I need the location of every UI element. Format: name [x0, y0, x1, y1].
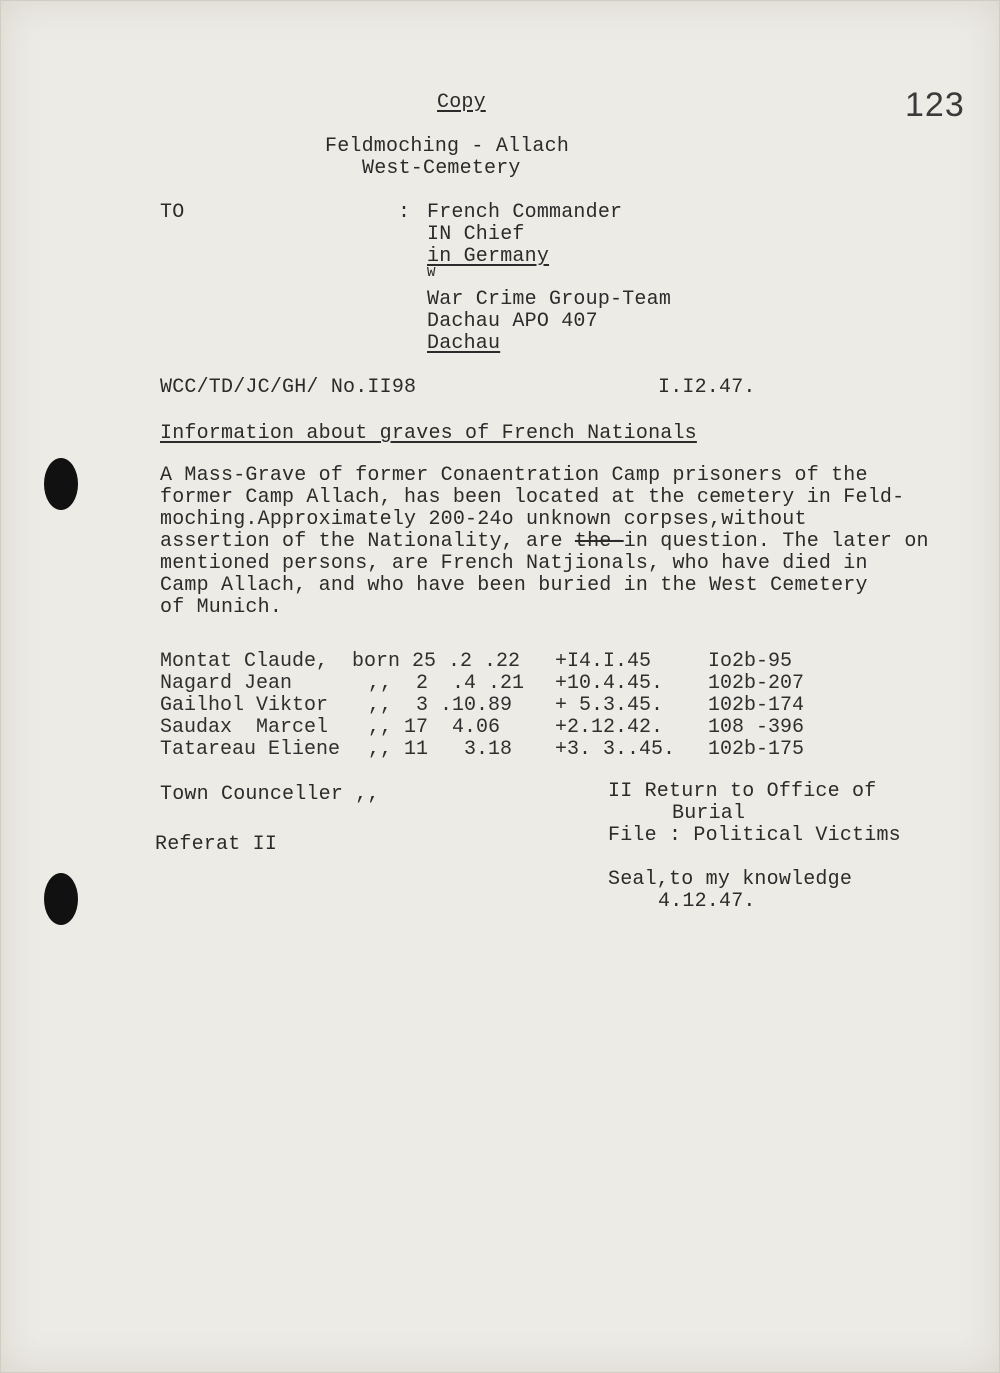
- reference-number: WCC/TD/JC/GH/ No.II98: [160, 376, 417, 399]
- sender-line-2: West-Cemetery: [362, 157, 521, 180]
- person-died: +2.12.42.: [555, 716, 664, 739]
- page-number: 123: [905, 86, 965, 124]
- recipient-line-5: Dachau APO 407: [427, 310, 598, 333]
- body-line-1: A Mass-Grave of former Conaentration Camp prisoners of the: [160, 464, 868, 487]
- recipient-colon: :: [398, 201, 411, 224]
- subject-line: Information about graves of French Nationals: [160, 422, 697, 445]
- person-born: ,, 3 .10.89: [368, 694, 513, 717]
- punch-hole-bottom: [44, 873, 78, 925]
- person-name: Saudax Marcel: [160, 716, 329, 739]
- person-grave: 102b-207: [708, 672, 805, 695]
- to-label: TO: [160, 201, 185, 224]
- referat-label: Referat II: [155, 833, 278, 856]
- copy-label: Copy: [437, 91, 486, 114]
- person-died: +10.4.45.: [555, 672, 664, 695]
- return-line-2: Burial: [672, 802, 746, 825]
- body-line-5: mentioned persons, are French Natjionals, who have died in: [160, 552, 868, 575]
- body-line-6: Camp Allach, and who have been buried in the West Cemetery: [160, 574, 868, 597]
- person-name: Nagard Jean: [160, 672, 293, 695]
- person-born: ,, 11 3.18: [368, 738, 513, 761]
- body-line-2: former Camp Allach, has been located at the cemetery in Feld-: [160, 486, 905, 509]
- seal-date: 4.12.47.: [658, 890, 756, 913]
- body-line-7: of Munich.: [160, 596, 283, 619]
- recipient-line-2: IN Chief: [427, 223, 525, 246]
- person-died: +I4.I.45: [555, 650, 652, 673]
- body-line-4-start: assertion of the Nationality, are: [160, 530, 575, 553]
- person-born: born 25 .2 .22: [352, 650, 521, 673]
- recipient-line-6: Dachau: [427, 332, 501, 355]
- document-date: I.I2.47.: [658, 376, 756, 399]
- person-died: +3. 3..45.: [555, 738, 676, 761]
- person-name: Gailhol Viktor: [160, 694, 329, 717]
- person-name: Montat Claude,: [160, 650, 329, 673]
- body-line-3: moching.Approximately 200-24o unknown corpses,without: [160, 508, 807, 531]
- sender-line-1: Feldmoching - Allach: [325, 135, 570, 158]
- recipient-line-1: French Commander: [427, 201, 623, 224]
- person-grave: Io2b-95: [708, 650, 793, 673]
- recipient-line-3: in Germany: [427, 245, 550, 268]
- person-born: ,, 2 .4 .21: [368, 672, 525, 695]
- person-grave: 102b-175: [708, 738, 805, 761]
- person-grave: 102b-174: [708, 694, 805, 717]
- punch-hole-top: [44, 458, 78, 510]
- seal-line: Seal,to my knowledge: [608, 868, 853, 891]
- file-line: File : Political Victims: [608, 824, 901, 847]
- recipient-mark: W: [427, 265, 436, 281]
- recipient-line-4: War Crime Group-Team: [427, 288, 672, 311]
- person-grave: 108 -396: [708, 716, 805, 739]
- body-line-4-end: in question. The later on: [623, 530, 929, 553]
- return-line-1: II Return to Office of: [608, 780, 877, 803]
- body-line-4: [160, 531, 929, 553]
- body-line-4-struck: the-: [574, 530, 624, 553]
- person-born: ,, 17 4.06: [368, 716, 501, 739]
- person-died: + 5.3.45.: [555, 694, 664, 717]
- town-counceller: Town Counceller ,,: [160, 783, 380, 806]
- person-name: Tatareau Eliene: [160, 738, 341, 761]
